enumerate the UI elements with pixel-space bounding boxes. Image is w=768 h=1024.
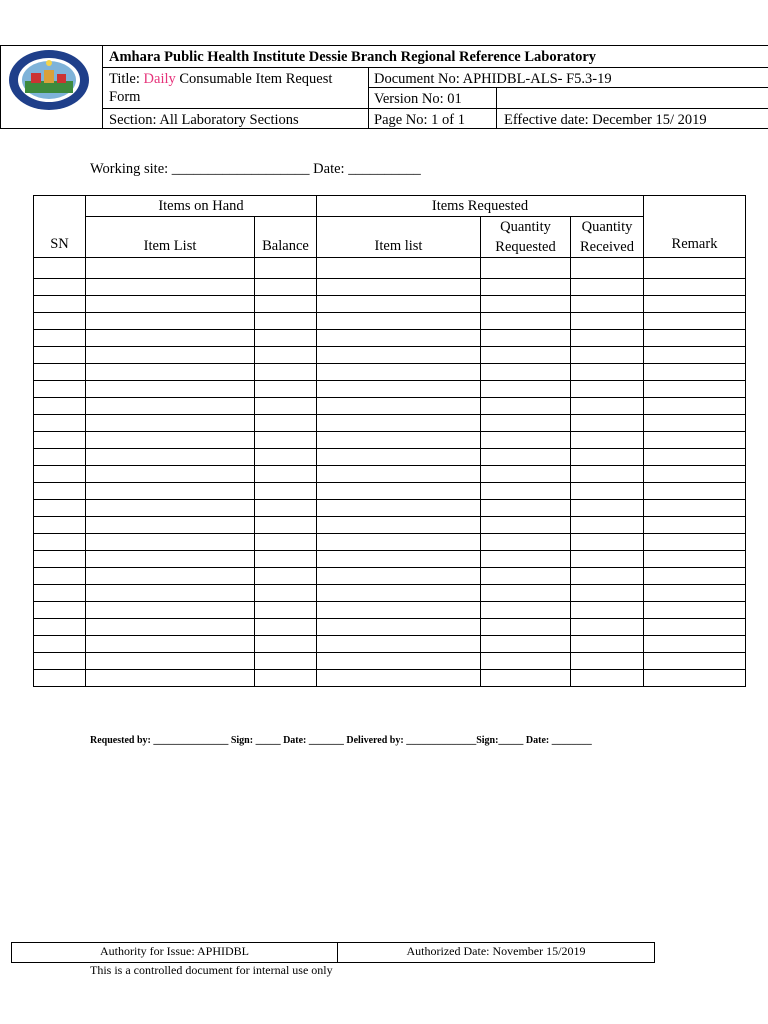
table-cell[interactable] [644,517,746,534]
table-cell[interactable] [86,670,255,687]
authority-for-issue: Authority for Issue: APHIDBL [12,943,338,962]
table-cell[interactable] [317,517,481,534]
table-row [34,432,746,449]
table-cell[interactable] [255,330,317,347]
table-cell[interactable] [571,258,644,279]
table-cell[interactable] [34,466,86,483]
table-cell[interactable] [86,534,255,551]
table-cell[interactable] [86,500,255,517]
table-cell[interactable] [317,568,481,585]
table-row [34,258,746,279]
table-cell[interactable] [644,415,746,432]
table-cell[interactable] [34,602,86,619]
table-cell[interactable] [34,517,86,534]
table-cell[interactable] [255,653,317,670]
table-cell[interactable] [255,381,317,398]
table-cell[interactable] [86,483,255,500]
table-cell[interactable] [86,364,255,381]
table-row [34,313,746,330]
table-cell[interactable] [481,381,571,398]
table-cell[interactable] [255,432,317,449]
table-cell[interactable] [34,258,86,279]
table-cell[interactable] [317,313,481,330]
table-cell[interactable] [644,653,746,670]
table-cell[interactable] [34,551,86,568]
table-cell[interactable] [644,449,746,466]
table-cell[interactable] [644,330,746,347]
table-cell[interactable] [644,258,746,279]
table-cell[interactable] [255,466,317,483]
table-cell[interactable] [481,670,571,687]
table-cell[interactable] [255,534,317,551]
table-cell[interactable] [571,653,644,670]
table-cell[interactable] [644,398,746,415]
table-row [34,653,746,670]
table-cell[interactable] [34,398,86,415]
table-cell[interactable] [317,483,481,500]
table-cell[interactable] [571,534,644,551]
col-item-list-requested: Item list [317,217,481,258]
table-cell[interactable] [571,296,644,313]
table-cell[interactable] [481,534,571,551]
page-number: Page No: 1 of 1 [374,112,466,128]
table-cell[interactable] [317,415,481,432]
table-cell[interactable] [481,551,571,568]
table-cell[interactable] [86,432,255,449]
section-label: Section: All Laboratory Sections [109,112,299,128]
table-cell[interactable] [255,551,317,568]
table-row [34,619,746,636]
table-cell[interactable] [317,585,481,602]
table-cell[interactable] [317,670,481,687]
table-cell[interactable] [86,568,255,585]
table-cell[interactable] [481,432,571,449]
table-row [34,296,746,313]
table-row [34,347,746,364]
col-item-list-hand: Item List [86,217,255,258]
table-cell[interactable] [571,619,644,636]
table-cell[interactable] [571,568,644,585]
table-row [34,279,746,296]
table-cell[interactable] [481,602,571,619]
table-row [34,636,746,653]
institution-name: Amhara Public Health Institute Dessie Branch Regional Reference Laboratory [109,49,597,65]
col-quantity-requested: Quantity Requested [481,217,571,258]
table-cell[interactable] [34,415,86,432]
col-quantity-received: Quantity Received [571,217,644,258]
table-cell[interactable] [644,432,746,449]
table-row [34,568,746,585]
table-cell[interactable] [86,653,255,670]
table-cell[interactable] [644,279,746,296]
col-remark: Remark [644,196,746,258]
table-cell[interactable] [644,619,746,636]
group-items-requested: Items Requested [317,196,644,217]
table-cell[interactable] [255,568,317,585]
table-cell[interactable] [317,347,481,364]
table-cell[interactable] [481,296,571,313]
table-cell[interactable] [317,466,481,483]
table-cell[interactable] [317,279,481,296]
request-table [33,195,746,687]
table-cell[interactable] [255,449,317,466]
table-cell[interactable] [317,432,481,449]
table-cell[interactable] [34,296,86,313]
table-cell[interactable] [34,449,86,466]
table-row [34,415,746,432]
table-cell[interactable] [481,398,571,415]
table-cell[interactable] [481,313,571,330]
table-cell[interactable] [255,313,317,330]
table-cell[interactable] [317,636,481,653]
table-cell[interactable] [255,258,317,279]
table-cell[interactable] [255,500,317,517]
table-cell[interactable] [86,636,255,653]
table-cell[interactable] [481,347,571,364]
footer-box [11,942,655,963]
table-row [34,517,746,534]
table-cell[interactable] [571,313,644,330]
title-prefix: Title: [109,71,140,87]
title-rest: Consumable Item Request [179,71,333,87]
table-row [34,602,746,619]
table-cell[interactable] [644,585,746,602]
table-cell[interactable] [34,279,86,296]
table-cell[interactable] [34,313,86,330]
table-row [34,466,746,483]
table-cell[interactable] [571,483,644,500]
table-cell[interactable] [571,585,644,602]
table-cell[interactable] [571,517,644,534]
table-cell[interactable] [255,636,317,653]
table-cell[interactable] [86,585,255,602]
table-cell[interactable] [86,258,255,279]
title-highlight: Daily [143,71,176,87]
table-cell[interactable] [644,313,746,330]
table-cell[interactable] [481,568,571,585]
table-row [34,585,746,602]
table-cell[interactable] [34,381,86,398]
table-cell[interactable] [644,381,746,398]
table-cell[interactable] [255,347,317,364]
table-cell[interactable] [571,449,644,466]
form-title-line2: Form [109,89,141,105]
table-cell[interactable] [481,258,571,279]
table-cell[interactable] [255,279,317,296]
table-row [34,551,746,568]
table-cell[interactable] [34,500,86,517]
table-cell[interactable] [317,534,481,551]
table-cell[interactable] [644,551,746,568]
table-cell[interactable] [481,279,571,296]
table-cell[interactable] [34,432,86,449]
table-cell[interactable] [34,568,86,585]
table-cell[interactable] [255,602,317,619]
table-row [34,670,746,687]
table-cell[interactable] [644,347,746,364]
table-cell[interactable] [571,415,644,432]
table-cell[interactable] [571,670,644,687]
table-row [34,483,746,500]
table-row [34,364,746,381]
table-cell[interactable] [86,296,255,313]
table-cell[interactable] [34,619,86,636]
table-cell[interactable] [317,258,481,279]
version-number: Version No: 01 [374,91,462,107]
table-cell[interactable] [86,313,255,330]
table-cell[interactable] [86,602,255,619]
table-cell[interactable] [34,347,86,364]
table-cell[interactable] [317,551,481,568]
table-row [34,534,746,551]
table-cell[interactable] [255,517,317,534]
table-cell[interactable] [317,500,481,517]
table-cell[interactable] [481,653,571,670]
table-cell[interactable] [571,466,644,483]
table-cell[interactable] [571,602,644,619]
table-cell[interactable] [255,483,317,500]
signature-line[interactable]: Requested by: _______________ Sign: _____ Date: _______ Delivered by: ______________Sign:_____ Date: ________ [90,735,592,746]
table-cell[interactable] [571,636,644,653]
working-site-line[interactable]: Working site: ___________________ Date: __________ [90,161,421,177]
table-cell[interactable] [644,670,746,687]
table-cell[interactable] [86,551,255,568]
authorized-date: Authorized Date: November 15/2019 [406,944,586,958]
table-cell[interactable] [644,466,746,483]
table-cell[interactable] [571,500,644,517]
table-cell[interactable] [481,449,571,466]
table-row [34,500,746,517]
institute-seal-icon [7,48,91,112]
table-cell[interactable] [34,585,86,602]
table-cell[interactable] [255,670,317,687]
table-cell[interactable] [317,330,481,347]
table-cell[interactable] [571,364,644,381]
table-cell[interactable] [86,466,255,483]
table-cell[interactable] [317,398,481,415]
table-cell[interactable] [644,602,746,619]
table-cell[interactable] [644,500,746,517]
table-cell[interactable] [86,517,255,534]
table-row [34,449,746,466]
table-cell[interactable] [34,364,86,381]
table-cell[interactable] [644,483,746,500]
table-cell[interactable] [571,398,644,415]
table-cell[interactable] [481,364,571,381]
table-cell[interactable] [255,585,317,602]
col-sn: SN [34,196,86,258]
table-cell[interactable] [86,619,255,636]
table-cell[interactable] [481,500,571,517]
table-cell[interactable] [34,653,86,670]
table-cell[interactable] [34,330,86,347]
table-cell[interactable] [34,483,86,500]
table-cell[interactable] [644,534,746,551]
table-cell[interactable] [317,619,481,636]
table-cell[interactable] [644,568,746,585]
table-cell[interactable] [571,347,644,364]
effective-date: Effective date: December 15/ 2019 [504,112,707,128]
group-items-on-hand: Items on Hand [86,196,317,217]
table-cell[interactable] [34,534,86,551]
table-cell[interactable] [255,415,317,432]
table-row [34,330,746,347]
table-cell[interactable] [644,364,746,381]
table-cell[interactable] [86,398,255,415]
table-cell[interactable] [255,296,317,313]
table-cell[interactable] [317,364,481,381]
table-cell[interactable] [86,347,255,364]
table-cell[interactable] [644,296,746,313]
table-cell[interactable] [255,364,317,381]
table-cell[interactable] [481,466,571,483]
table-cell[interactable] [317,381,481,398]
table-cell[interactable] [317,449,481,466]
table-cell[interactable] [571,330,644,347]
table-cell[interactable] [86,381,255,398]
table-cell[interactable] [255,619,317,636]
table-cell[interactable] [481,636,571,653]
table-cell[interactable] [86,449,255,466]
table-cell[interactable] [481,585,571,602]
table-cell[interactable] [571,432,644,449]
col-balance: Balance [255,217,317,258]
table-cell[interactable] [86,415,255,432]
table-row [34,381,746,398]
table-row [34,398,746,415]
controlled-document-note: This is a controlled document for internal use only [90,963,333,977]
document-number: Document No: APHIDBL-ALS- F5.3-19 [374,71,612,87]
table-cell[interactable] [317,653,481,670]
table-cell[interactable] [481,619,571,636]
form-title [109,70,332,88]
table-cell[interactable] [571,381,644,398]
table-cell[interactable] [317,602,481,619]
table-cell[interactable] [571,279,644,296]
table-cell[interactable] [34,670,86,687]
table-cell[interactable] [86,279,255,296]
table-cell[interactable] [255,398,317,415]
table-cell[interactable] [317,296,481,313]
table-cell[interactable] [481,415,571,432]
table-cell[interactable] [644,636,746,653]
table-cell[interactable] [571,551,644,568]
table-cell[interactable] [481,517,571,534]
table-cell[interactable] [481,483,571,500]
table-cell[interactable] [86,330,255,347]
table-cell[interactable] [34,636,86,653]
table-cell[interactable] [481,330,571,347]
